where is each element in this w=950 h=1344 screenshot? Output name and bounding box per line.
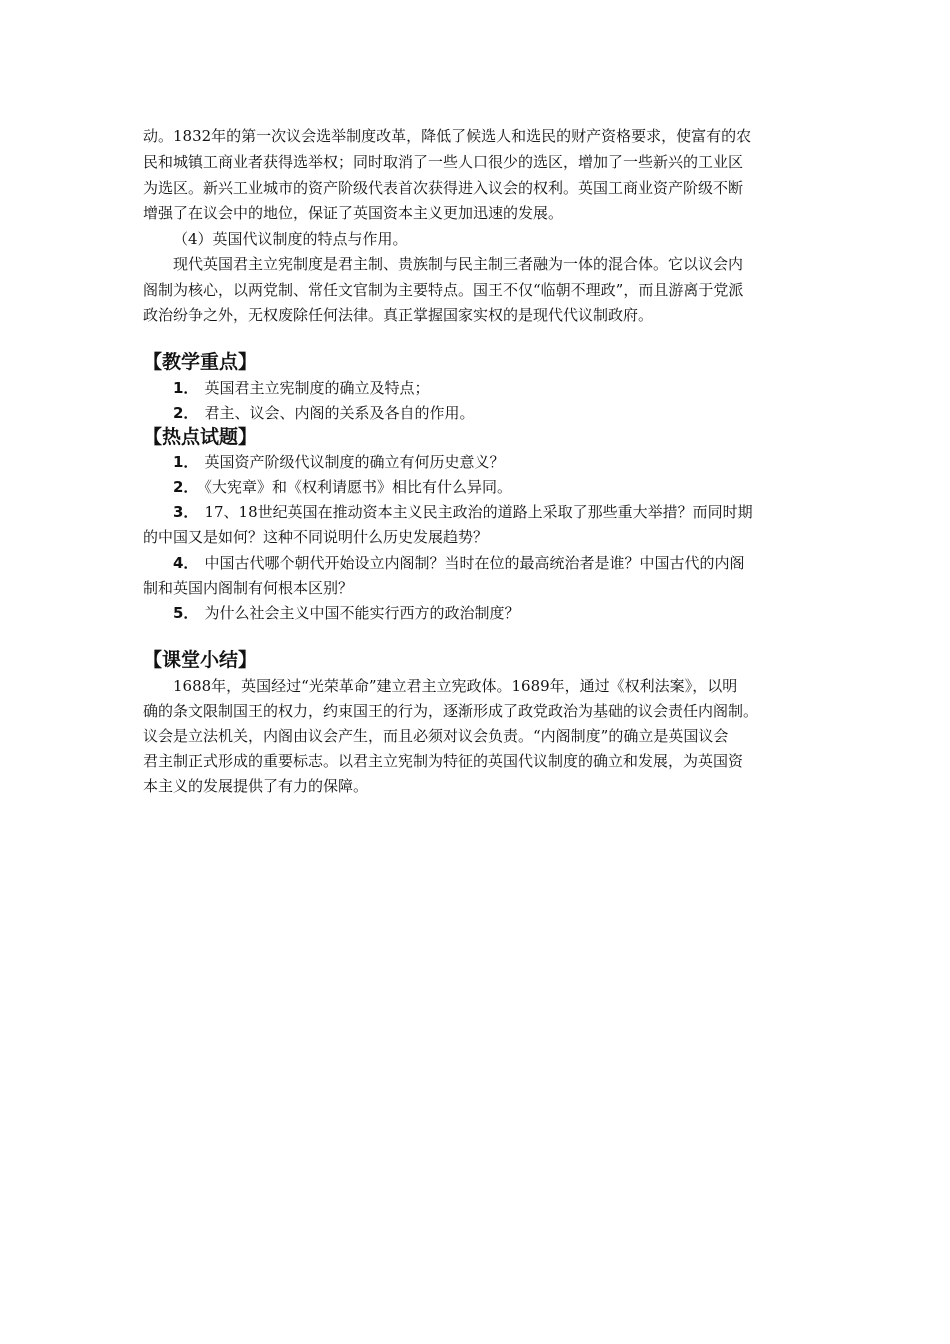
summary-line-5: 本主义的发展提供了有力的保障。 [143,777,369,795]
key-point-item [173,401,474,425]
question-number: 4． [173,554,199,572]
question-number: 1． [173,453,199,471]
question-text: 中国古代哪个朝代开始设立内阁制？当时在位的最高统治者是谁？中国古代的内阁 [204,554,745,572]
intro-line-4: 增强了在议会中的地位，保证了英国资本主义更加迅速的发展。 [143,204,564,222]
key-point-item [173,376,429,400]
item-number: 2． [173,404,199,422]
intro-line-2: 民和城镇工商业者获得选举权；同时取消了一些人口很少的选区，增加了一些新兴的工业区 [143,153,744,171]
question-item [173,500,753,524]
question-text: 17、18世纪英国在推动资本主义民主政治的道路上采取了那些重大举措？而同时期 [204,503,753,521]
key-points-heading: 【教学重点】 [143,351,258,373]
summary-line-1: 1688年，英国经过“光荣革命”建立君主立宪政体。1689年，通过《权利法案》，以明 [173,677,738,695]
item-text: 英国君主立宪制度的确立及特点； [204,379,430,397]
question-continuation: 的中国又是如何？这种不同说明什么历史发展趋势？ [143,528,489,546]
question-text: 英国资产阶级代议制度的确立有何历史意义？ [204,453,505,471]
question-continuation: 制和英国内阁制有何根本区别？ [143,579,354,597]
section-subheading: （4）英国代议制度的特点与作用。 [173,230,408,248]
question-number: 2． [173,478,199,496]
question-item [173,601,519,625]
intro-line-1: 动。1832年的第一次议会选举制度改革，降低了候选人和选民的财产资格要求，使富有的农 [143,127,752,145]
question-text: 为什么社会主义中国不能实行西方的政治制度？ [204,604,520,622]
hot-questions-heading: 【热点试题】 [143,426,258,448]
intro-line-3: 为选区。新兴工业城市的资产阶级代表首次获得进入议会的权利。英国工商业资产阶级不断 [143,179,744,197]
summary-line-3: 议会是立法机关，内阁由议会产生，而且必须对议会负责。“内阁制度”的确立是英国议会 [143,727,729,745]
paragraph-line-1: 现代英国君主立宪制度是君主制、贵族制与民主制三者融为一体的混合体。它以议会内 [173,255,744,273]
question-item [173,551,744,575]
paragraph-line-3: 政治纷争之外，无权废除任何法律。真正掌握国家实权的是现代代议制政府。 [143,306,654,324]
summary-line-2: 确的条文限制国王的权力，约束国王的行为，逐渐形成了政党政治为基础的议会责任内阁制。 [143,702,759,720]
question-text: 《大宪章》和《权利请愿书》相比有什么异同。 [204,478,512,496]
item-text: 君主、议会、内阁的关系及各自的作用。 [204,404,475,422]
summary-heading: 【课堂小结】 [143,649,258,671]
paragraph-line-2: 阁制为核心，以两党制、常任文官制为主要特点。国王不仅“临朝不理政”，而且游离于党派 [143,281,744,299]
question-item [173,450,504,474]
summary-line-4: 君主制正式形成的重要标志。以君主立宪制为特征的英国代议制度的确立和发展，为英国资 [143,752,744,770]
question-item [173,475,512,499]
question-number: 5． [173,604,199,622]
question-number: 3． [173,503,199,521]
item-number: 1． [173,379,199,397]
